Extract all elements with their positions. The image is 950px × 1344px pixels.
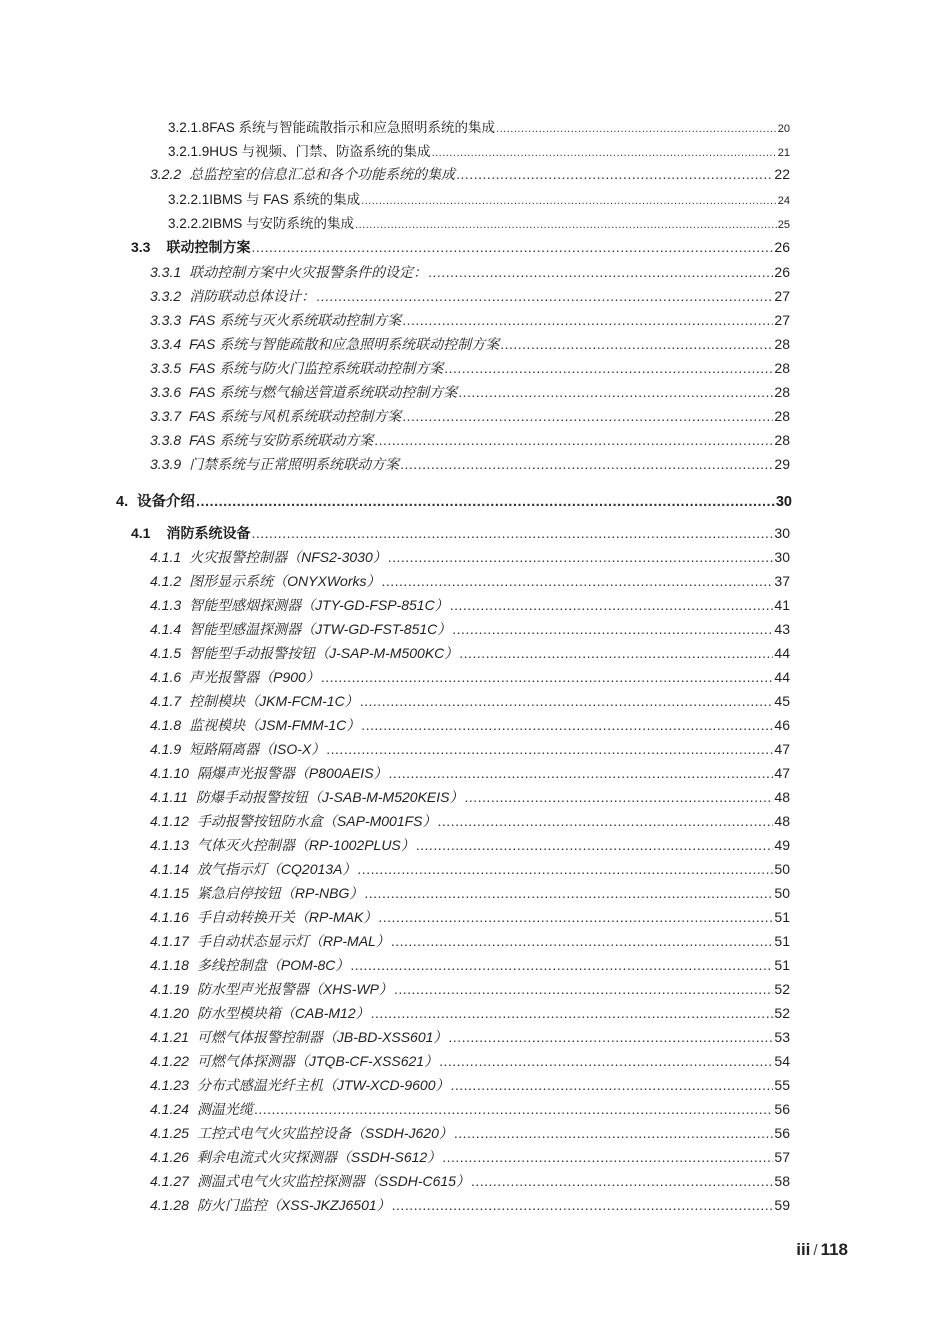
toc-entry-number: 4.1.17 bbox=[150, 933, 189, 949]
toc-dot-leader bbox=[361, 195, 777, 207]
toc-entry-number: 3.3.6 bbox=[150, 384, 182, 400]
toc-entry-number: 3.3.5 bbox=[150, 360, 182, 376]
toc-entry-title: 总监控室的信息汇总和各个功能系统的集成 bbox=[189, 166, 456, 182]
toc-entry-title: FAS 系统与智能疏散和应急照明系统联动控制方案 bbox=[189, 336, 500, 352]
toc-entry-title: 门禁系统与正常照明系统联动方案 bbox=[189, 456, 400, 472]
toc-entry-number: 3.2.1.9 bbox=[168, 144, 210, 159]
toc-entry-title: IBMS 与 FAS 系统的集成 bbox=[209, 192, 361, 207]
toc-entry-page: 48 bbox=[774, 813, 790, 829]
toc-entry-page: 54 bbox=[774, 1053, 790, 1069]
toc-entry-number: 3.3.4 bbox=[150, 336, 182, 352]
toc-dot-leader bbox=[464, 789, 773, 805]
toc-entry-page: 48 bbox=[774, 789, 790, 805]
toc-entry-title: 多线控制盘（POM-8C） bbox=[196, 957, 350, 973]
toc-entry[interactable] bbox=[168, 140, 790, 160]
toc-entry-page: 51 bbox=[774, 909, 790, 925]
toc-dot-leader bbox=[444, 360, 773, 376]
toc-entry-number: 3.2.1.8 bbox=[168, 120, 210, 135]
toc-entry[interactable] bbox=[150, 739, 790, 759]
toc-entry[interactable] bbox=[150, 619, 790, 639]
toc-entry-title: 分布式感温光纤主机（JTW-XCD-9600） bbox=[196, 1077, 450, 1093]
toc-dot-leader bbox=[388, 549, 774, 565]
toc-entry[interactable] bbox=[150, 907, 790, 927]
toc-dot-leader bbox=[439, 1053, 773, 1069]
toc-entry-title: 智能型感温探测器（JTW-GD-FST-851C） bbox=[189, 621, 452, 637]
toc-dot-leader bbox=[371, 1005, 774, 1021]
toc-entry[interactable] bbox=[150, 643, 790, 663]
toc-entry[interactable] bbox=[150, 931, 790, 951]
toc-dot-leader bbox=[394, 981, 773, 997]
toc-entry-title: FAS 系统与燃气输送管道系统联动控制方案 bbox=[189, 384, 458, 400]
toc-entry-page: 28 bbox=[774, 360, 790, 376]
toc-entry[interactable] bbox=[150, 262, 790, 282]
toc-dot-leader bbox=[361, 717, 773, 733]
toc-entry[interactable] bbox=[116, 490, 792, 511]
toc-entry-number: 4.1.7 bbox=[150, 693, 182, 709]
toc-entry-number: 3.2.2.1 bbox=[168, 192, 210, 207]
toc-entry[interactable] bbox=[131, 523, 790, 543]
total-pages-number: 118 bbox=[820, 1240, 848, 1259]
toc-dot-leader bbox=[432, 147, 777, 159]
toc-entry-title: 火灾报警控制器（NFS2-3030） bbox=[189, 549, 387, 565]
toc-entry[interactable] bbox=[150, 667, 790, 687]
toc-entry-title: 防水型模块箱（CAB-M12） bbox=[196, 1005, 370, 1021]
toc-dot-leader bbox=[321, 669, 774, 685]
toc-entry-page: 26 bbox=[774, 264, 790, 280]
toc-entry-page: 46 bbox=[774, 717, 790, 733]
toc-entry-number: 4.1.4 bbox=[150, 621, 182, 637]
toc-dot-leader bbox=[350, 957, 773, 973]
toc-dot-leader bbox=[416, 837, 774, 853]
toc-dot-leader bbox=[391, 933, 774, 949]
toc-entry-page: 27 bbox=[774, 312, 790, 328]
toc-entry-page: 56 bbox=[774, 1125, 790, 1141]
toc-dot-leader bbox=[392, 1197, 774, 1213]
page-separator: / bbox=[813, 1242, 818, 1259]
toc-entry-page: 41 bbox=[774, 597, 790, 613]
toc-dot-leader bbox=[456, 166, 773, 182]
toc-entry-title: 可燃气体探测器（JTQB-CF-XSS621） bbox=[196, 1053, 439, 1069]
toc-entry-title: FAS 系统与风机系统联动控制方案 bbox=[189, 408, 402, 424]
toc-entry[interactable] bbox=[150, 310, 790, 330]
toc-entry-title: 联动控制方案中火灾报警条件的设定： bbox=[189, 264, 428, 280]
toc-entry-page: 51 bbox=[774, 933, 790, 949]
toc-entry-number: 4.1.11 bbox=[150, 789, 188, 805]
toc-dot-leader bbox=[251, 239, 773, 255]
toc-entry[interactable] bbox=[150, 334, 790, 354]
toc-entry[interactable] bbox=[150, 979, 790, 999]
toc-entry-number: 4.1.20 bbox=[150, 1005, 189, 1021]
toc-entry-page: 43 bbox=[774, 621, 790, 637]
toc-entry-title: 手自动转换开关（RP-MAK） bbox=[196, 909, 378, 925]
toc-entry-page: 53 bbox=[774, 1029, 790, 1045]
toc-entry-title: FAS 系统与防火门监控系统联动控制方案 bbox=[189, 360, 444, 376]
toc-dot-leader bbox=[381, 573, 773, 589]
toc-entry-number: 4.1.3 bbox=[150, 597, 182, 613]
toc-entry[interactable] bbox=[150, 1099, 790, 1119]
toc-entry-title: 声光报警器（P900） bbox=[189, 669, 320, 685]
toc-entry-title: 控制模块（JKM-FCM-1C） bbox=[189, 693, 359, 709]
toc-entry[interactable] bbox=[150, 547, 790, 567]
toc-entry-page: 50 bbox=[774, 885, 790, 901]
toc-entry-number: 4.1.26 bbox=[150, 1149, 189, 1165]
toc-entry-title: 智能型手动报警按钮（J-SAP-M-M500KC） bbox=[189, 645, 459, 661]
toc-entry-page: 47 bbox=[774, 765, 790, 781]
toc-dot-leader bbox=[450, 597, 774, 613]
toc-dot-leader bbox=[496, 123, 777, 135]
toc-entry-number: 4.1.2 bbox=[150, 573, 182, 589]
toc-entry-number: 4.1 bbox=[131, 525, 151, 541]
toc-entry-page: 44 bbox=[774, 645, 790, 661]
toc-entry[interactable] bbox=[150, 715, 790, 735]
toc-entry-number: 3.3.1 bbox=[150, 264, 182, 280]
toc-entry-page: 58 bbox=[774, 1173, 790, 1189]
toc-entry-number: 4.1.24 bbox=[150, 1101, 189, 1117]
toc-dot-leader bbox=[364, 885, 773, 901]
toc-entry-title: HUS 与视频、门禁、防盗系统的集成 bbox=[209, 144, 431, 159]
toc-entry[interactable] bbox=[150, 859, 790, 879]
toc-entry-page: 21 bbox=[777, 147, 790, 159]
toc-dot-leader bbox=[442, 1149, 773, 1165]
toc-entry-page: 37 bbox=[774, 573, 790, 589]
toc-entry-title: 测温光缆 bbox=[196, 1101, 253, 1117]
toc-entry-title: 紧急启停按钮（RP-NBG） bbox=[196, 885, 364, 901]
toc-entry[interactable] bbox=[150, 571, 790, 591]
toc-entry[interactable] bbox=[131, 237, 790, 257]
toc-entry-page: 55 bbox=[774, 1077, 790, 1093]
toc-entry[interactable] bbox=[150, 691, 790, 711]
toc-entry-page: 45 bbox=[774, 693, 790, 709]
toc-entry[interactable] bbox=[150, 1147, 790, 1167]
toc-entry[interactable] bbox=[150, 955, 790, 975]
toc-entry[interactable] bbox=[168, 116, 790, 136]
toc-entry-page: 30 bbox=[774, 549, 790, 565]
toc-entry-page: 30 bbox=[774, 525, 790, 541]
toc-entry-number: 4.1.8 bbox=[150, 717, 182, 733]
toc-entry-title: 设备介绍 bbox=[136, 494, 195, 510]
toc-entry-page: 52 bbox=[774, 1005, 790, 1021]
toc-dot-leader bbox=[254, 1101, 773, 1117]
toc-entry-number: 4.1.22 bbox=[150, 1053, 189, 1069]
toc-entry-number: 4.1.16 bbox=[150, 909, 189, 925]
toc-entry-title: 图形显示系统（ONYXWorks） bbox=[189, 573, 381, 589]
toc-entry[interactable] bbox=[150, 382, 790, 402]
toc-dot-leader bbox=[326, 741, 773, 757]
toc-entry[interactable] bbox=[150, 1051, 790, 1071]
toc-entry-title: 剩余电流式火灾探测器（SSDH-S612） bbox=[196, 1149, 442, 1165]
toc-dot-leader bbox=[438, 813, 774, 829]
toc-entry-number: 3.2.2.2 bbox=[168, 216, 210, 231]
toc-dot-leader bbox=[374, 432, 773, 448]
toc-entry-page: 24 bbox=[777, 195, 790, 207]
toc-entry[interactable] bbox=[150, 883, 790, 903]
toc-dot-leader bbox=[400, 456, 773, 472]
toc-entry-number: 4.1.13 bbox=[150, 837, 189, 853]
toc-dot-leader bbox=[402, 312, 773, 328]
toc-entry-number: 3.3.2 bbox=[150, 288, 182, 304]
toc-entry-page: 27 bbox=[774, 288, 790, 304]
toc-entry-number: 4.1.12 bbox=[150, 813, 189, 829]
toc-entry-number: 4.1.5 bbox=[150, 645, 182, 661]
toc-entry-page: 57 bbox=[774, 1149, 790, 1165]
toc-entry-page: 30 bbox=[775, 494, 792, 510]
toc-entry-page: 50 bbox=[774, 861, 790, 877]
toc-entry-page: 56 bbox=[774, 1101, 790, 1117]
toc-entry-title: 隔爆声光报警器（P800AEIS） bbox=[196, 765, 388, 781]
toc-entry-number: 4.1.19 bbox=[150, 981, 189, 997]
toc-entry-title: FAS 系统与安防系统联动方案 bbox=[189, 432, 374, 448]
toc-entry-title: 消防系统设备 bbox=[166, 525, 251, 541]
toc-entry[interactable] bbox=[150, 1003, 790, 1023]
toc-entry-title: 监视模块（JSM-FMM-1C） bbox=[189, 717, 361, 733]
toc-entry-page: 28 bbox=[774, 408, 790, 424]
toc-entry-title: 防爆手动报警按钮（J-SAB-M-M520KEIS） bbox=[195, 789, 464, 805]
toc-entry-page: 20 bbox=[777, 123, 790, 135]
toc-entry-title: 消防联动总体设计： bbox=[189, 288, 316, 304]
toc-entry[interactable] bbox=[168, 188, 790, 208]
toc-entry[interactable] bbox=[150, 811, 790, 831]
toc-entry-number: 4.1.18 bbox=[150, 957, 189, 973]
toc-entry-number: 3.3 bbox=[131, 239, 151, 255]
toc-entry-title: 联动控制方案 bbox=[166, 239, 251, 255]
toc-entry-page: 44 bbox=[774, 669, 790, 685]
toc-entry-number: 4. bbox=[116, 494, 129, 510]
toc-entry-page: 28 bbox=[774, 336, 790, 352]
toc-entry-number: 4.1.28 bbox=[150, 1197, 189, 1213]
toc-dot-leader bbox=[251, 525, 773, 541]
toc-entry[interactable] bbox=[168, 212, 790, 232]
toc-entry[interactable] bbox=[150, 1123, 790, 1143]
toc-dot-leader bbox=[458, 384, 773, 400]
toc-entry[interactable] bbox=[150, 358, 790, 378]
toc-entry-title: 智能型感烟探测器（JTY-GD-FSP-851C） bbox=[189, 597, 449, 613]
toc-entry-title: IBMS 与安防系统的集成 bbox=[209, 216, 355, 231]
toc-dot-leader bbox=[389, 765, 774, 781]
toc-entry-title: FAS 系统与灭火系统联动控制方案 bbox=[189, 312, 402, 328]
toc-entry-number: 4.1.15 bbox=[150, 885, 189, 901]
toc-entry-number: 4.1.1 bbox=[150, 549, 182, 565]
toc-entry-page: 22 bbox=[774, 166, 790, 182]
toc-dot-leader bbox=[402, 408, 773, 424]
toc-entry[interactable] bbox=[150, 164, 790, 184]
toc-dot-leader bbox=[357, 861, 773, 877]
page-indicator bbox=[796, 1240, 848, 1260]
toc-entry-number: 4.1.14 bbox=[150, 861, 189, 877]
toc-entry-page: 59 bbox=[774, 1197, 790, 1213]
toc-dot-leader bbox=[378, 909, 773, 925]
toc-entry-number: 4.1.21 bbox=[150, 1029, 189, 1045]
toc-entry-title: 气体灭火控制器（RP-1002PLUS） bbox=[196, 837, 415, 853]
toc-entry-page: 49 bbox=[774, 837, 790, 853]
toc-entry-title: 放气指示灯（CQ2013A） bbox=[196, 861, 357, 877]
toc-entry[interactable] bbox=[150, 1027, 790, 1047]
toc-entry-page: 47 bbox=[774, 741, 790, 757]
toc-dot-leader bbox=[355, 219, 777, 231]
toc-entry-title: 可燃气体报警控制器（JB-BD-XSS601） bbox=[196, 1029, 448, 1045]
toc-entry-number: 3.3.9 bbox=[150, 456, 182, 472]
toc-entry[interactable] bbox=[150, 430, 790, 450]
toc-dot-leader bbox=[448, 1029, 773, 1045]
toc-entry-number: 4.1.27 bbox=[150, 1173, 189, 1189]
toc-entry-number: 4.1.25 bbox=[150, 1125, 189, 1141]
toc-entry-page: 28 bbox=[774, 432, 790, 448]
toc-entry-title: 手动报警按钮防水盒（SAP-M001FS） bbox=[196, 813, 437, 829]
toc-dot-leader bbox=[196, 494, 775, 510]
toc-entry-page: 29 bbox=[774, 456, 790, 472]
toc-entry-number: 4.1.23 bbox=[150, 1077, 189, 1093]
toc-dot-leader bbox=[500, 336, 773, 352]
toc-entry-title: 手自动状态显示灯（RP-MAL） bbox=[196, 933, 390, 949]
toc-entry-number: 3.2.2 bbox=[150, 166, 182, 182]
toc-entry[interactable] bbox=[150, 787, 790, 807]
toc-entry-number: 4.1.9 bbox=[150, 741, 182, 757]
toc-entry-title: 防水型声光报警器（XHS-WP） bbox=[196, 981, 393, 997]
toc-entry-number: 4.1.6 bbox=[150, 669, 182, 685]
toc-dot-leader bbox=[360, 693, 774, 709]
toc-entry-title: 短路隔离器（ISO-X） bbox=[189, 741, 326, 757]
toc-dot-leader bbox=[452, 621, 773, 637]
toc-entry-title: 测温式电气火灾监控探测器（SSDH-C615） bbox=[196, 1173, 470, 1189]
toc-entry[interactable] bbox=[150, 286, 790, 306]
toc-entry[interactable] bbox=[150, 1075, 790, 1095]
toc-entry-page: 51 bbox=[774, 957, 790, 973]
toc-entry-number: 4.1.10 bbox=[150, 765, 189, 781]
toc-dot-leader bbox=[316, 288, 773, 304]
toc-dot-leader bbox=[450, 1077, 773, 1093]
toc-dot-leader bbox=[471, 1173, 773, 1189]
toc-entry[interactable] bbox=[150, 835, 790, 855]
toc-entry[interactable] bbox=[150, 763, 790, 783]
toc-entry[interactable] bbox=[150, 595, 790, 615]
toc-entry-number: 3.3.8 bbox=[150, 432, 182, 448]
toc-entry-page: 28 bbox=[774, 384, 790, 400]
toc-entry-title: 工控式电气火灾监控设备（SSDH-J620） bbox=[196, 1125, 453, 1141]
toc-entry-page: 26 bbox=[774, 239, 790, 255]
current-page-number: iii bbox=[796, 1240, 811, 1259]
toc-dot-leader bbox=[459, 645, 773, 661]
toc-dot-leader bbox=[428, 264, 773, 280]
toc-entry[interactable] bbox=[150, 1171, 790, 1191]
toc-entry[interactable] bbox=[150, 1195, 790, 1215]
toc-entry-page: 25 bbox=[777, 219, 790, 231]
toc-entry-title: FAS 系统与智能疏散指示和应急照明系统的集成 bbox=[209, 120, 496, 135]
toc-entry[interactable] bbox=[150, 406, 790, 426]
toc-dot-leader bbox=[454, 1125, 774, 1141]
toc-entry[interactable] bbox=[150, 454, 790, 474]
toc-entry-number: 3.3.3 bbox=[150, 312, 182, 328]
toc-entry-page: 52 bbox=[774, 981, 790, 997]
toc-entry-title: 防火门监控（XSS-JKZJ6501） bbox=[196, 1197, 391, 1213]
toc-entry-number: 3.3.7 bbox=[150, 408, 182, 424]
